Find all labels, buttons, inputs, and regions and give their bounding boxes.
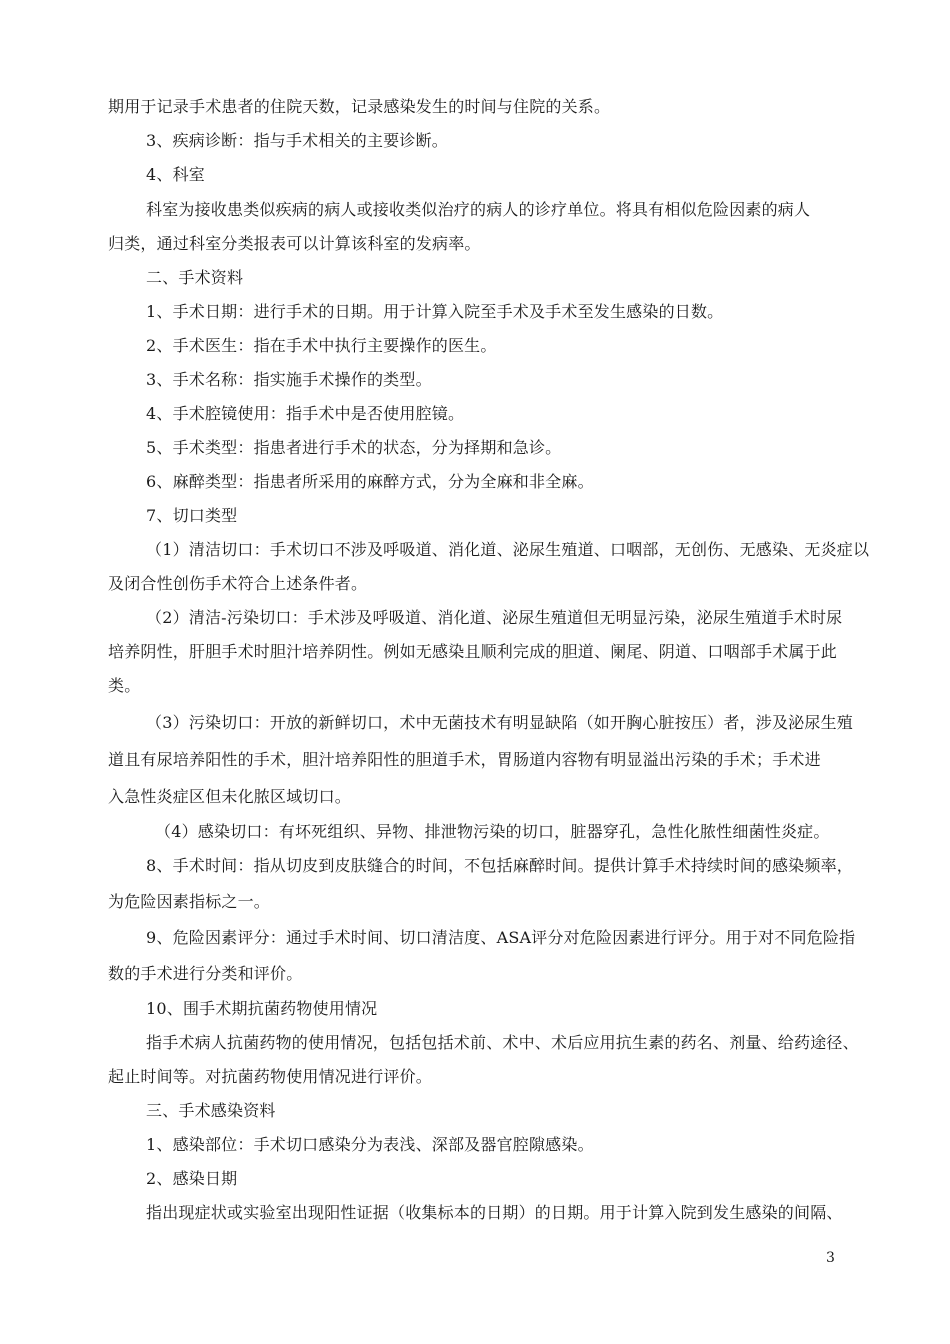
text-line: 指出现症状或实验室出现阳性证据（收集标本的日期）的日期。用于计算入院到发生感染的间隔、 <box>146 1203 843 1222</box>
text-line: 3、疾病诊断：指与手术相关的主要诊断。 <box>146 131 448 150</box>
section-heading: 7、切口类型 <box>146 506 238 525</box>
text-line: 数的手术进行分类和评价。 <box>108 964 303 983</box>
text-line: （3）污染切口：开放的新鲜切口，术中无菌技术有明显缺陷（如开胸心脏按压）者，涉及泌尿生殖 <box>146 713 853 732</box>
page-number: 3 <box>826 1250 835 1266</box>
text-line: （2）清洁-污染切口：手术涉及呼吸道、消化道、泌尿生殖道但无明显污染，泌尿生殖道手术时尿 <box>146 608 843 627</box>
text-line: （4）感染切口：有坏死组织、异物、排泄物污染的切口，脏器穿孔，急性化脓性细菌性炎症。 <box>155 822 830 841</box>
text-line: 归类，通过科室分类报表可以计算该科室的发病率。 <box>108 234 481 253</box>
text-line: 4、手术腔镜使用：指手术中是否使用腔镜。 <box>146 404 465 423</box>
section-heading: 二、手术资料 <box>146 268 244 287</box>
text-line: 起止时间等。对抗菌药物使用情况进行评价。 <box>108 1067 433 1086</box>
text-line: 6、麻醉类型：指患者所采用的麻醉方式，分为全麻和非全麻。 <box>146 472 594 491</box>
section-heading: 2、感染日期 <box>146 1169 238 1188</box>
text-line: 2、手术医生：指在手术中执行主要操作的医生。 <box>146 336 497 355</box>
text-line: （1）清洁切口：手术切口不涉及呼吸道、消化道、泌尿生殖道、口咽部，无创伤、无感染、无炎症以 <box>146 540 870 559</box>
text-line: 科室为接收患类似疾病的病人或接收类似治疗的病人的诊疗单位。将具有相似危险因素的病人 <box>146 200 811 219</box>
text-line: 道且有尿培养阳性的手术，胆汁培养阳性的胆道手术，胃肠道内容物有明显溢出污染的手术；手术进 <box>108 750 821 769</box>
text-line: 5、手术类型：指患者进行手术的状态，分为择期和急诊。 <box>146 438 562 457</box>
text-line: 8、手术时间：指从切皮到皮肤缝合的时间，不包括麻醉时间。提供计算手术持续时间的感染频率， <box>146 856 853 875</box>
text-line: 期用于记录手术患者的住院天数，记录感染发生的时间与住院的关系。 <box>108 97 611 116</box>
text-line: 入急性炎症区但未化脓区域切口。 <box>108 787 352 806</box>
text-line: 9、危险因素评分：通过手术时间、切口清洁度、ASA评分对危险因素进行评分。用于对不同危险指 <box>146 928 856 947</box>
text-line: 及闭合性创伤手术符合上述条件者。 <box>108 574 368 593</box>
text-line: 1、感染部位：手术切口感染分为表浅、深部及器官腔隙感染。 <box>146 1135 594 1154</box>
section-heading: 10、围手术期抗菌药物使用情况 <box>146 999 378 1018</box>
section-heading: 4、科室 <box>146 165 205 184</box>
text-line: 培养阴性，肝胆手术时胆汁培养阴性。例如无感染且顺利完成的胆道、阑尾、阴道、口咽部手术属于此 <box>108 642 838 661</box>
text-line: 指手术病人抗菌药物的使用情况，包括包括术前、术中、术后应用抗生素的药名、剂量、给药途径、 <box>146 1033 859 1052</box>
text-line: 3、手术名称：指实施手术操作的类型。 <box>146 370 432 389</box>
text-line: 1、手术日期：进行手术的日期。用于计算入院至手术及手术至发生感染的日数。 <box>146 302 724 321</box>
section-heading: 三、手术感染资料 <box>146 1101 276 1120</box>
text-line: 为危险因素指标之一。 <box>108 892 271 911</box>
text-line: 类。 <box>108 676 141 695</box>
